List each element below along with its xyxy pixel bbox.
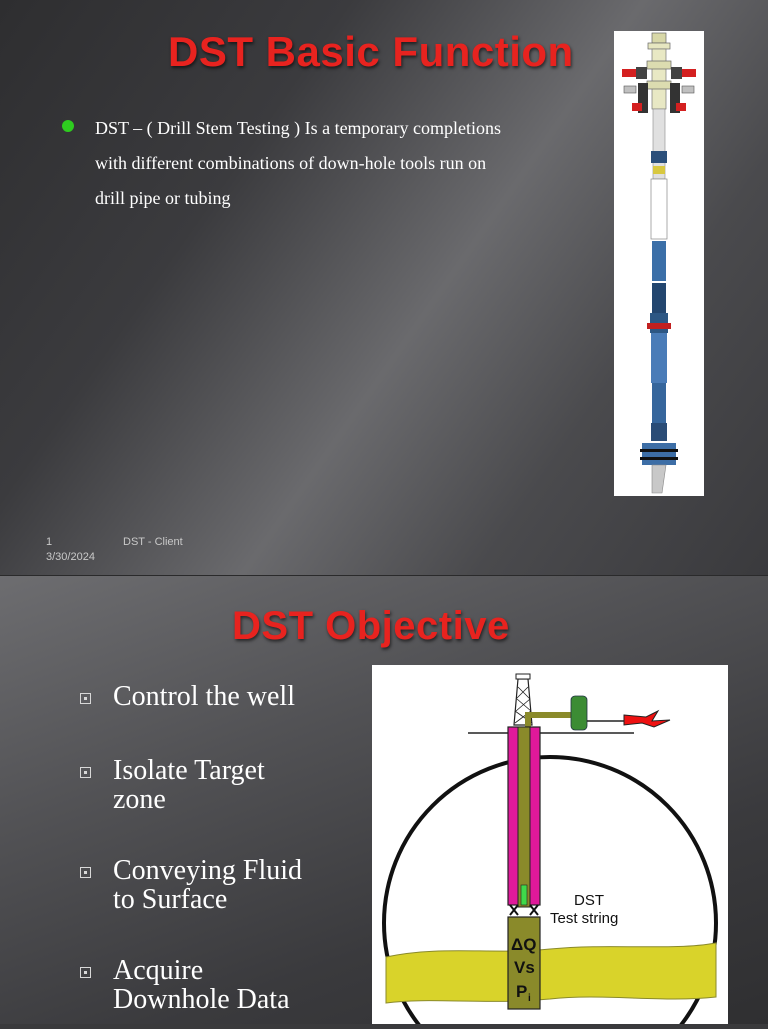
bullet-line: DST – ( Drill Stem Testing ) Is a temporary completions <box>95 118 502 138</box>
square-bullet-icon <box>80 967 91 978</box>
pressure-label: P <box>516 982 528 1001</box>
objective-text: Conveying Fluid <box>113 855 303 886</box>
dst-tool-string-image <box>614 31 704 496</box>
objective-text: to Surface <box>113 884 228 915</box>
objective-text: Acquire <box>113 955 204 986</box>
footer-text: DST - Client <box>123 536 183 548</box>
slide-number: 1 <box>46 536 53 548</box>
objective-text: Isolate Target <box>113 755 265 786</box>
square-bullet-icon <box>80 693 91 704</box>
slide-title: DST Basic Function <box>168 28 574 75</box>
objective-text: Control the well <box>113 681 295 712</box>
dst-label: DST <box>574 892 604 909</box>
footer-date: 3/30/2024 <box>46 551 95 563</box>
bullet-line: with different combinations of down-hole tools run on <box>95 153 487 173</box>
delta-q-label: ΔQ <box>511 935 537 954</box>
pressure-subscript: i <box>528 993 531 1004</box>
bullet-dot-icon <box>62 120 74 132</box>
square-bullet-icon <box>80 767 91 778</box>
objective-text: zone <box>113 784 166 815</box>
slide-title: DST Objective <box>232 604 510 648</box>
bullet-line: drill pipe or tubing <box>95 188 231 208</box>
bullet-paragraph <box>95 111 585 216</box>
square-bullet-icon <box>80 867 91 878</box>
tool-string-illustration <box>614 31 704 496</box>
well-diagram-illustration <box>372 665 728 1024</box>
test-string-label: Test string <box>550 910 619 927</box>
vs-label: Vs <box>514 958 535 977</box>
objective-text: Downhole Data <box>113 984 290 1015</box>
dst-well-diagram <box>372 665 728 1024</box>
